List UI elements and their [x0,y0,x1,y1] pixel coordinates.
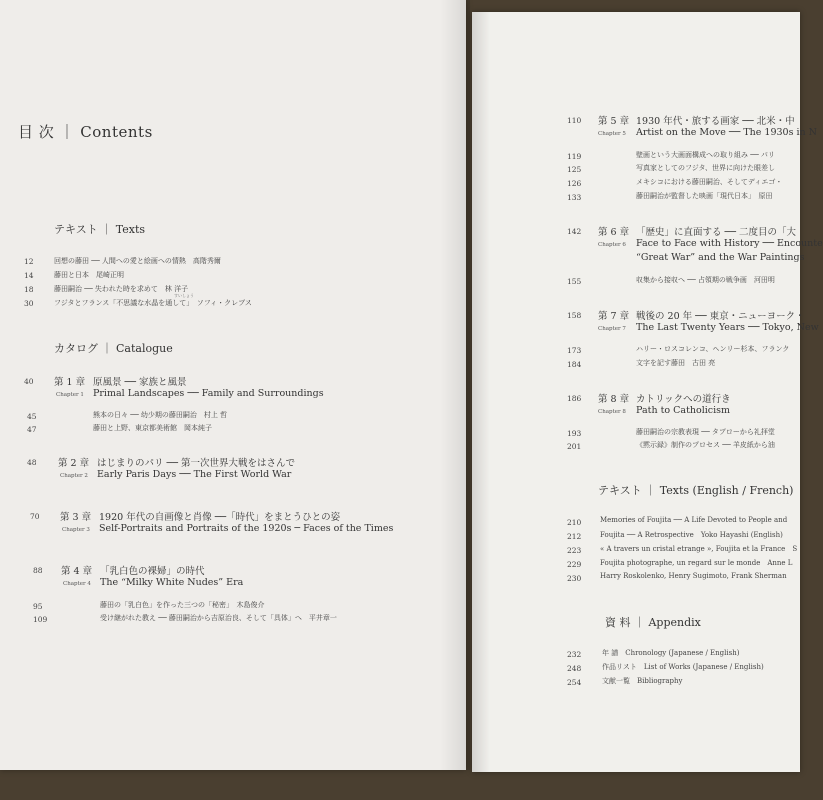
chapter-title-jp: カトリックへの道行き [636,394,731,405]
page-title: 目 次 ｜ Contents [18,123,153,141]
texts-heading: テキスト ｜ Texts [54,223,146,236]
toc-entry: 作品リスト List of Works (Japanese / English) [602,663,764,671]
chapter-page-number: 186 [567,394,582,403]
chapter-label: Chapter 1 [56,392,84,398]
toc-page-number: 223 [567,546,582,555]
toc-entry: 藤田嗣治の宗教表現 ── タブローから礼拝堂 [636,428,775,436]
toc-page-number: 30 [24,299,34,308]
toc-page-number: 45 [27,412,37,421]
toc-page-number: 248 [567,664,582,673]
toc-entry: Foujita photographe, un regard sur le monde Anne L [600,559,793,567]
chapter-title-jp: 1930 年代・旅する画家 ── 北米・中 [636,116,795,127]
chapter-number: 第 3 章 [60,512,92,523]
chapter-page-number: 158 [567,311,582,320]
toc-entry: 写真家としてのフジタ、世界に向けた眼差し [636,164,776,172]
toc-entry: 藤田と上野、東京都美術館 岡本純子 [93,424,212,432]
toc-entry: Memories of Foujita ── A Life Devoted to People and [600,516,788,524]
toc-page-number: 47 [27,425,37,434]
toc-entry: Foujita ── A Retrospective Yoko Hayashi (English) [600,531,783,539]
toc-page-number: 173 [567,346,582,355]
toc-page-number: 210 [567,518,582,527]
chapter-page-number: 110 [567,116,582,125]
chapter-label: Chapter 8 [598,409,626,415]
toc-entry: 熊本の日々 ── 幼少期の藤田嗣治 村上 哲 [93,411,228,419]
toc-page-number: 125 [567,165,582,174]
chapter-number: 第 5 章 [598,116,630,127]
toc-entry: 壁画という大画面構成への取り組み ── パリ [636,151,775,159]
chapter-title-en: Self-Portraits and Portraits of the 1920s ─ Faces of the Times [99,523,394,534]
chapter-label: Chapter 5 [598,131,626,137]
toc-entry: ハリー・ロスコレンコ、ヘンリー杉本、フランク [636,345,790,353]
toc-page-number: 18 [24,285,34,294]
toc-page-number: 254 [567,678,582,687]
toc-entry: 回想の藤田 ── 人間への愛と絵画への情熱 高階秀爾 [54,257,221,265]
chapter-page-number: 48 [27,458,37,467]
toc-page-number: 201 [567,442,582,451]
chapter-title-en: Early Paris Days ── The First World War [97,469,292,480]
toc-entry: 年 譜 Chronology (Japanese / English) [602,649,740,657]
toc-page-number: 230 [567,574,582,583]
chapter-title-en: Artist on the Move ── The 1930s in N [636,127,817,138]
chapter-title-en: Path to Catholicism [636,405,731,416]
chapter-number: 第 7 章 [598,311,630,322]
chapter-title-en: Primal Landscapes ── Family and Surroundings [93,388,324,399]
toc-page-number: 12 [24,257,34,266]
chapter-label: Chapter 7 [598,326,626,332]
chapter-title-en: The Last Twenty Years ── Tokyo, New [636,322,819,333]
chapter-number: 第 1 章 [54,377,86,388]
chapter-number: 第 4 章 [61,566,93,577]
toc-entry: 《黙示録》制作のプロセス ── 羊皮紙から油 [636,441,775,449]
toc-entry: 受け継がれた教え ── 藤田嗣治から吉原治良、そして「具体」へ 平井章一 [100,614,337,622]
toc-entry: フジタとフランス「不思議な水晶を通して」 ソフィ・クレブス [54,299,252,307]
chapter-title-en: Face to Face with History ── Encounte [636,238,823,249]
toc-entry: 文献一覧 Bibliography [602,677,683,685]
toc-entry: 藤田と日本 尾崎正明 [54,271,124,279]
chapter-title-jp: 戦後の 20 年 ── 東京・ニューヨーク・ [636,311,805,322]
toc-page-number: 184 [567,360,582,369]
toc-entry: メキシコにおける藤田嗣治、そしてディエゴ・ [636,178,783,186]
chapter-number: 第 6 章 [598,227,630,238]
toc-page-number: 232 [567,650,582,659]
toc-page-number: 126 [567,179,582,188]
toc-page-number: 193 [567,429,582,438]
chapter-title-en: The “Milky White Nudes” Era [100,577,244,588]
texts-en-heading: テキスト ｜ Texts (English / French) [598,484,794,497]
chapter-title-jp: 「乳白色の裸婦」の時代 [100,566,205,577]
chapter-title-jp: 原風景 ── 家族と風景 [93,377,187,388]
chapter-title-jp: はじまりのパリ ── 第一次世界大戦をはさんで [97,458,295,469]
chapter-number: 第 2 章 [58,458,90,469]
chapter-page-number: 88 [33,566,43,575]
chapter-label: Chapter 2 [60,473,88,479]
toc-entry: « A travers un cristal etrange », Foujita et la France S [600,545,798,553]
chapter-page-number: 40 [24,377,34,386]
toc-entry: 文字を記す藤田 古田 亮 [636,359,716,367]
toc-entry: 藤田嗣治が監督した映画「現代日本」 原田 [636,192,773,200]
chapter-page-number: 142 [567,227,582,236]
right-page-shadow [472,12,490,772]
toc-page-number: 155 [567,277,582,286]
chapter-label: Chapter 4 [63,581,91,587]
toc-entry: 収集から接収へ ── 占領期の戦争画 河田明 [636,276,775,284]
toc-entry: 藤田の「乳白色」を作った三つの「秘密」 木島俊介 [100,601,265,609]
chapter-title-jp: 1920 年代の自画像と肖像 ──「時代」をまとうひとの姿 [99,512,341,523]
ruby-annotation: すいしょう [174,293,194,298]
chapter-page-number: 70 [30,512,40,521]
chapter-label: Chapter 3 [62,527,90,533]
toc-page-number: 212 [567,532,582,541]
chapter-number: 第 8 章 [598,394,630,405]
toc-page-number: 14 [24,271,34,280]
toc-entry: 藤田嗣治 ── 失われた時を求めて 林 洋子 [54,285,189,293]
toc-page-number: 133 [567,193,582,202]
toc-entry: Harry Roskolenko, Henry Sugimoto, Frank Sherman [600,572,787,580]
gutter-shadow [440,0,470,770]
chapter-title-en-line2: “Great War” and the War Paintings [636,252,805,263]
catalogue-heading: カタログ ｜ Catalogue [54,342,173,355]
toc-page-number: 229 [567,560,582,569]
toc-page-number: 119 [567,152,582,161]
toc-page-number: 95 [33,602,43,611]
chapter-title-jp: 「歴史」に直面する ── 二度目の「大 [636,227,796,238]
chapter-label: Chapter 6 [598,242,626,248]
appendix-heading: 資 料 ｜ Appendix [605,616,701,629]
toc-page-number: 109 [33,615,48,624]
